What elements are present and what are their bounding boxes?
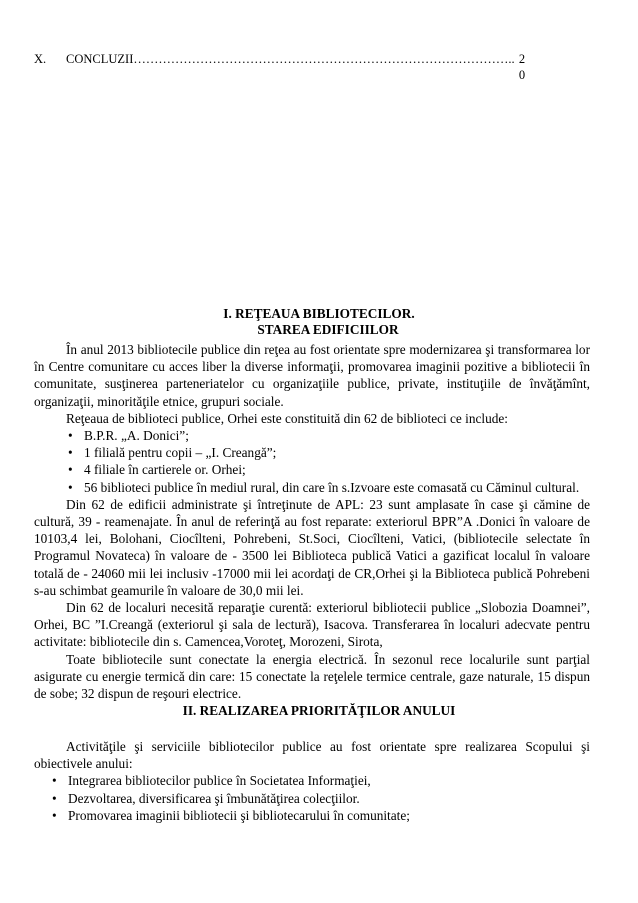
- list-item: [34, 444, 590, 461]
- paragraph: Din 62 de edificii administrate şi întreţinute de APL: 23 sunt amplasate în case şi cămine de cultură, 39 - reamenajate. În anul de referinţă au fost reparate: exteriorul BPR”A .Donici în valoare de 10103,4 lei, Bolohani, Ciocîlteni, Pohrebeni, St.Soci, Ciocîlteni, Vatici, (bibliotecile selectate în Programul Novateca) în valoare de - 3500 lei Biblioteca publică Vatici a gazificat localul în valoare totală de - 24060 mii lei inclusiv -17000 mii lei acordaţi de CR,Orhei şi la Biblioteca publică Pohrebeni s-au schimbat geamurile în valoare de 30,0 mii lei.: [34, 496, 590, 598]
- list-item-text: Dezvoltarea, diversificarea şi îmbunătăţirea colecţiilor.: [68, 790, 360, 806]
- bullet-icon: •: [52, 790, 57, 806]
- list-item: [34, 461, 590, 478]
- toc-title: CONCLUZII………………………………………………………………………………..: [66, 52, 515, 66]
- list-item-text: B.P.R. „A. Donici”;: [84, 428, 189, 444]
- list-item: [34, 790, 590, 807]
- section-1-body: [34, 341, 590, 702]
- list-item: [34, 807, 590, 824]
- bullet-icon: •: [68, 479, 73, 495]
- paragraph: În anul 2013 bibliotecile publice din reţea au fost orientate spre modernizarea şi transformarea lor în Centre comunitare cu acces liber la diverse informaţii, promovarea imaginii pozitive a bibliotecii în comunitate, susţinerea parteneriatelor cu organizaţiile publice, private, instituţiile de învăţămînt, organizaţii, minorităţile etnice, grupuri sociale.: [34, 342, 590, 409]
- toc-page-number: [516, 51, 528, 83]
- bullet-icon: •: [52, 807, 57, 823]
- list-item-text: 56 biblioteci publice în mediul rural, din care în s.Izvoare este comasată cu Căminul cultural.: [84, 479, 580, 495]
- bullet-icon: •: [68, 462, 73, 478]
- section-2-heading: II. REALIZAREA PRIORITĂŢILOR ANULUI: [182, 703, 456, 718]
- list-item: [34, 427, 590, 444]
- section-1-heading-line-1: I. REŢEAUA BIBLIOTECILOR.: [223, 306, 415, 321]
- paragraph: Activităţile şi serviciile bibliotecilor publice au fost orientate spre realizarea Scopului şi obiectivele anului:: [34, 739, 590, 772]
- list-item-text: Integrarea bibliotecilor publice în Societatea Informaţiei,: [68, 773, 371, 789]
- list-item-text: Promovarea imaginii bibliotecii şi bibliotecarului în comunitate;: [68, 807, 410, 823]
- toc-page-digits: 2 0: [518, 52, 526, 82]
- bullet-icon: •: [68, 445, 73, 461]
- list-item-text: 1 filială pentru copii – „I. Creangă”;: [84, 445, 277, 461]
- list-item-text: 4 filiale în cartierele or. Orhei;: [84, 462, 246, 478]
- paragraph: Toate bibliotecile sunt conectate la energia electrică. În sezonul rece localurile sunt parţial asigurate cu energie termică din care: 15 conectate la reţelele termice centrale, gaze naturale, 15 dispun de sobe; 32 dispun de reşouri electrice.: [34, 651, 590, 702]
- paragraph: Reţeaua de biblioteci publice, Orhei este constituită din 62 de biblioteci ce include:: [66, 410, 508, 426]
- section-1-heading-line-2: STAREA EDIFICIILOR: [257, 322, 399, 337]
- paragraph: Din 62 de localuri necesită reparaţie curentă: exteriorul bibliotecii publice „Slobozia Doamnei”, Orhei, BC ”I.Creangă (exteriorul şi sala de lectură), Isacova. Transferarea în localuri adecvate pentru activitate: bibliotecile din s. Camencea,Voroteţ, Morozeni, Sirota,: [34, 600, 590, 650]
- list-item: [34, 772, 590, 789]
- toc-number: X.: [34, 52, 47, 66]
- list-item: [34, 479, 590, 496]
- bullet-icon: •: [52, 773, 57, 789]
- section-2-body: [34, 738, 590, 824]
- bullet-icon: •: [68, 428, 73, 444]
